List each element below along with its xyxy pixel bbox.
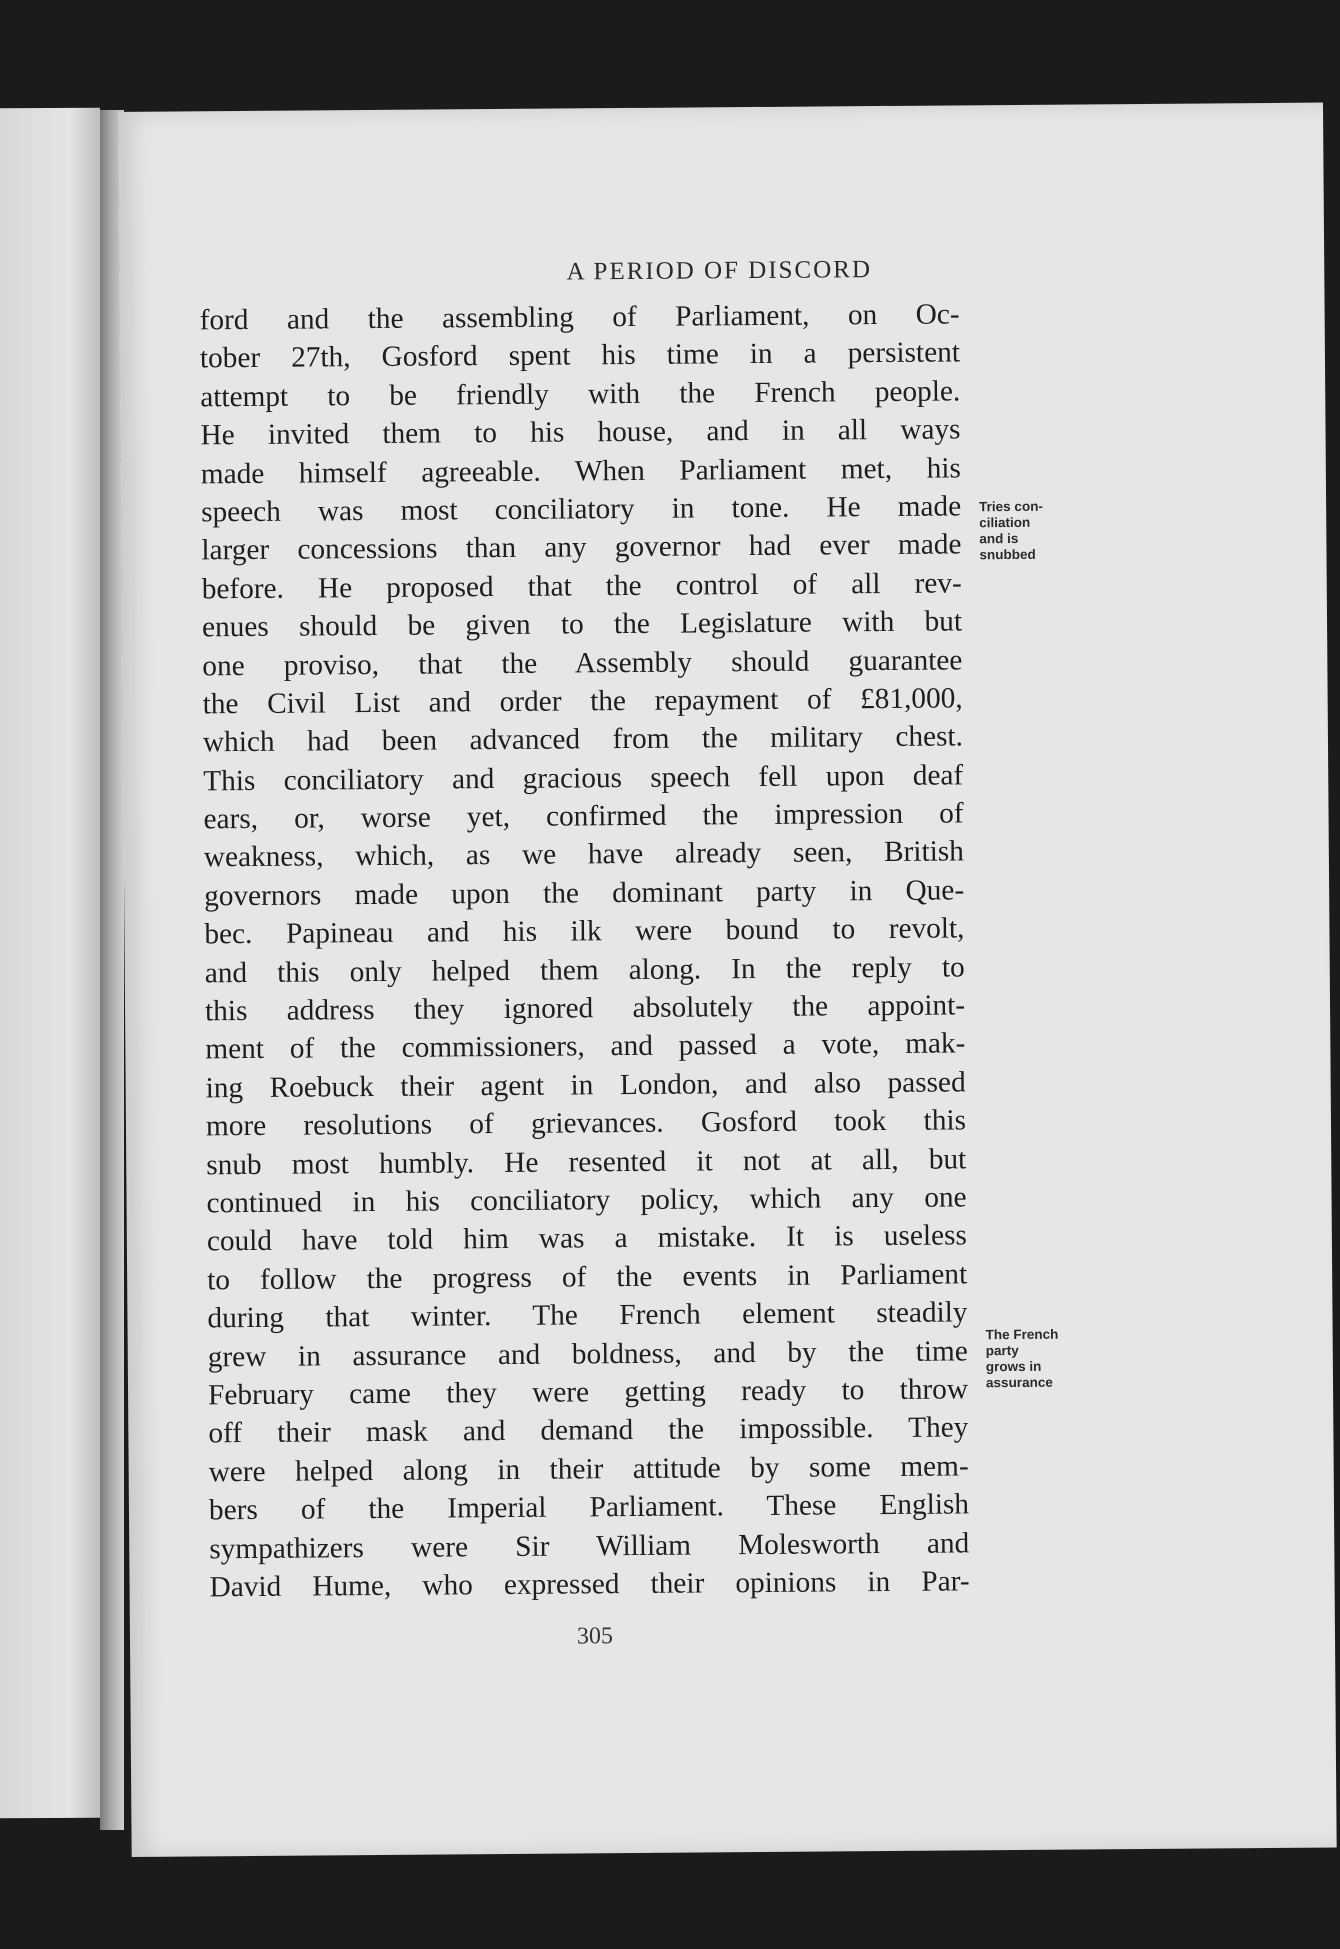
text-line: during that winter. The French element steadily (207, 1296, 968, 1335)
text-line: February came they were getting ready to throw (207, 1373, 969, 1412)
text-line: ears, or, worse yet, confirmed the impression of (203, 797, 964, 836)
side-note-line: Tries con- (979, 498, 1043, 515)
text-line: larger concessions than any governor had ever made (201, 528, 962, 567)
text-line: off their mask and demand the impossible. They (208, 1411, 969, 1450)
side-note-line: assurance (985, 1374, 1053, 1391)
text-line: ing Roebuck their agent in London, and also passed (205, 1066, 966, 1105)
text-line: bers of the Imperial Parliament. These English (208, 1488, 970, 1527)
text-line: sympathizers were Sir William Molesworth and (209, 1526, 970, 1565)
text-line: bec. Papineau and his ilk were bound to revolt, (204, 912, 965, 951)
side-note-line: The French (985, 1326, 1059, 1343)
body-text (199, 295, 969, 1606)
side-note-line: and is (979, 530, 1019, 547)
side-note-conciliation (979, 498, 1089, 563)
text-line: David Hume, who expressed their opinions in Par- (209, 1565, 970, 1604)
text-line: This conciliatory and gracious speech fell upon deaf (203, 759, 964, 798)
text-line: one proviso, that the Assembly should guarantee (202, 643, 963, 682)
text-line: He invited them to his house, and in all ways (200, 413, 961, 452)
page-number: 305 (576, 1623, 614, 1650)
side-note-line: party (985, 1342, 1019, 1359)
text-line: ment of the commissioners, and passed a vote, mak- (205, 1027, 966, 1066)
text-line: grew in assurance and boldness, and by the time (207, 1334, 968, 1373)
text-line: more resolutions of grievances. Gosford took this (205, 1104, 967, 1143)
text-line: ford and the assembling of Parliament, on Oc- (199, 298, 960, 337)
text-line: attempt to be friendly with the French people. (200, 375, 961, 414)
text-line: speech was most conciliatory in tone. He made (201, 490, 962, 529)
text-line: could have told him was a mistake. It is useless (206, 1219, 967, 1258)
text-line: weakness, which, as we have already seen, British (203, 835, 964, 874)
facing-page-edge (0, 108, 100, 1819)
text-line: before. He proposed that the control of all rev- (201, 567, 962, 606)
side-note-line: ciliation (979, 514, 1031, 531)
text-line: governors made upon the dominant party in Que- (204, 874, 965, 913)
side-note-line: snubbed (979, 546, 1036, 563)
book-page (118, 103, 1337, 1857)
text-line: enues should be given to the Legislature with but (201, 605, 963, 644)
text-line: tober 27th, Gosford spent his time in a persistent (199, 336, 961, 375)
text-line: were helped along in their attitude by some mem- (208, 1450, 969, 1489)
running-head: A PERIOD OF DISCORD (566, 256, 873, 286)
text-line: made himself agreeable. When Parliament met, his (200, 451, 961, 490)
side-note-french-party (986, 1326, 1096, 1391)
text-line: continued in his conciliatory policy, which any one (206, 1181, 967, 1220)
side-note-line: grows in (985, 1358, 1042, 1375)
text-line: which had been advanced from the military chest. (202, 720, 964, 759)
text-line: snub most humbly. He resented it not at all, but (206, 1142, 967, 1181)
text-line: and this only helped them along. In the reply to (204, 951, 965, 989)
text-line: this address they ignored absolutely the appoint- (204, 989, 966, 1028)
text-line: to follow the progress of the events in Parliament (207, 1258, 968, 1297)
text-line: the Civil List and order the repayment of £81,000, (202, 682, 963, 721)
